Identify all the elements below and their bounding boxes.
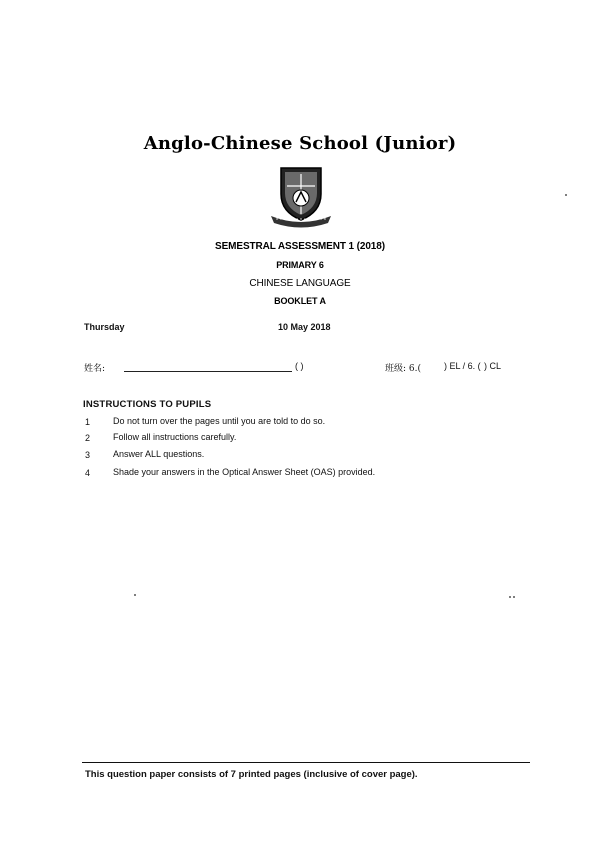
exam-day: Thursday bbox=[84, 322, 125, 332]
instruction-text: Answer ALL questions. bbox=[113, 449, 205, 459]
instruction-text: Do not turn over the pages until you are told to do so. bbox=[113, 416, 326, 426]
instructions-title: INSTRUCTIONS TO PUPILS bbox=[83, 399, 212, 410]
scan-speck bbox=[513, 596, 515, 598]
instruction-number: 1 bbox=[85, 417, 91, 427]
scan-speck bbox=[565, 194, 567, 196]
assessment-title: SEMESTRAL ASSESSMENT 1 (2018) bbox=[215, 241, 385, 252]
name-label: 姓名: bbox=[84, 364, 106, 374]
assessment-subject: CHINESE LANGUAGE bbox=[249, 278, 351, 289]
instruction-text: Follow all instructions carefully. bbox=[113, 432, 237, 442]
school-crest-icon bbox=[266, 160, 336, 230]
scan-speck bbox=[134, 594, 136, 596]
footer-note: This question paper consists of 7 printed pages (inclusive of cover page). bbox=[85, 769, 418, 780]
school-name: Anglo-Chinese School (Junior) bbox=[143, 133, 457, 154]
instruction-number: 3 bbox=[85, 450, 91, 460]
class-label: 班级: 6.( bbox=[385, 364, 421, 374]
instruction-number: 4 bbox=[85, 468, 91, 478]
scan-speck bbox=[509, 596, 511, 598]
exam-date: 10 May 2018 bbox=[278, 322, 331, 332]
instruction-text: Shade your answers in the Optical Answer Sheet (OAS) provided. bbox=[113, 467, 376, 477]
instruction-number: 2 bbox=[85, 433, 91, 443]
class-cl-field: ) CL bbox=[484, 361, 502, 371]
index-number-bracket: ( ) bbox=[295, 361, 304, 371]
assessment-booklet: BOOKLET A bbox=[274, 296, 326, 306]
footer-divider bbox=[82, 762, 530, 763]
class-el-field: ) EL / 6. ( bbox=[444, 361, 481, 371]
assessment-level: PRIMARY 6 bbox=[276, 260, 324, 270]
name-input-line[interactable] bbox=[124, 371, 292, 372]
